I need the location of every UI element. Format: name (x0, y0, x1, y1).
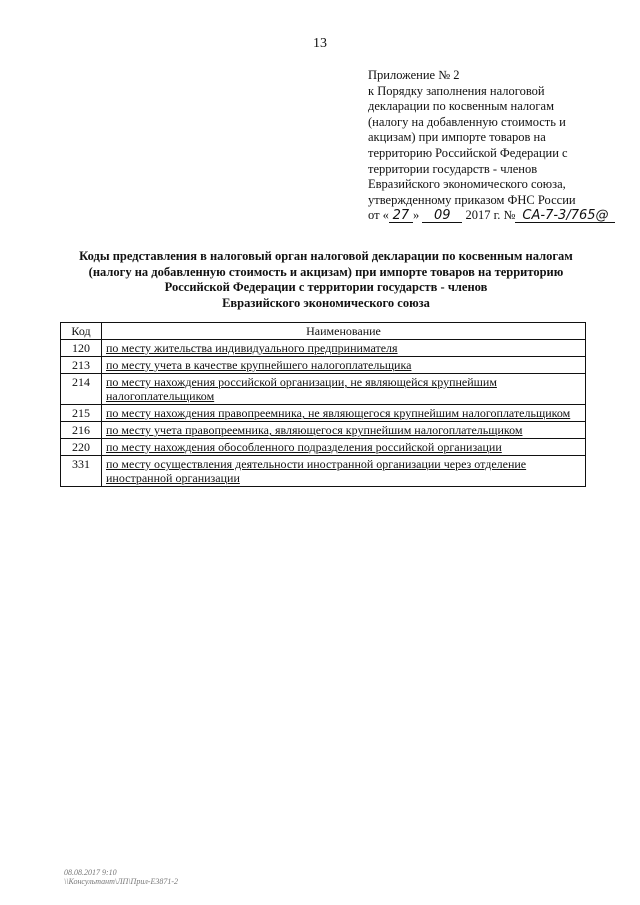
row-name: по месту нахождения российской организации, не являющейся крупнейшим налогоплательщиком (102, 374, 586, 405)
annex-line: Евразийского экономического союза, (368, 177, 566, 192)
annex-line: к Порядку заполнения налоговой (368, 83, 545, 98)
table-row (61, 357, 586, 374)
table-row (61, 374, 586, 405)
page-number: 13 (313, 36, 327, 51)
annex-line: акцизам) при импорте товаров на (368, 130, 546, 145)
date-prefix: от « (368, 208, 389, 223)
row-code: 216 (61, 422, 102, 439)
footer-line: \\Консультант\ЛП\Прил-E3871-2 (64, 877, 179, 886)
row-name: по месту нахождения правопреемника, не являющегося крупнейшим налогоплательщиком (102, 405, 586, 422)
row-name: по месту жительства индивидуального предпринимателя (102, 340, 586, 357)
title-line: Российской Федерации с территории государств - членов (164, 280, 488, 294)
table-header-row (61, 323, 586, 340)
title-line: Коды представления в налоговый орган налоговой декларации по косвенным налогам (79, 249, 573, 263)
row-code: 214 (61, 374, 102, 405)
annex-line: территорию Российской Федерации с (368, 145, 568, 160)
codes-table (60, 322, 586, 487)
date-year: 2017 г. № (465, 208, 516, 223)
row-name: по месту учета в качестве крупнейшего налогоплательщика (102, 357, 586, 374)
header-code: Код (61, 323, 102, 340)
document-title (40, 249, 612, 311)
table-row (61, 340, 586, 357)
table-row (61, 439, 586, 456)
annex-line: декларации по косвенным налогам (368, 99, 554, 114)
footer-stamp (64, 868, 178, 886)
row-name: по месту учета правопреемника, являющегося крупнейшим налогоплательщиком (102, 422, 586, 439)
table-row (61, 405, 586, 422)
date-month: 09 (422, 209, 462, 223)
annex-line: Приложение № 2 (368, 68, 460, 82)
order-number: СА-7-3/765@ (515, 209, 615, 223)
header-name: Наименование (102, 323, 586, 340)
row-code: 331 (61, 456, 102, 487)
date-day: 27 (389, 209, 413, 223)
row-name: по месту осуществления деятельности иностранной организации через отделение иностранной организации (102, 456, 586, 487)
annex-block (368, 68, 618, 224)
row-name: по месту нахождения обособленного подразделения российской организации (102, 439, 586, 456)
annex-line: территории государств - членов (368, 161, 538, 176)
date-close: » (412, 208, 420, 223)
row-code: 120 (61, 340, 102, 357)
footer-line: 08.08.2017 9:10 (64, 868, 117, 877)
title-line: Евразийского экономического союза (222, 295, 430, 310)
annex-line: утвержденному приказом ФНС России (368, 192, 576, 207)
row-code: 215 (61, 405, 102, 422)
table-row (61, 422, 586, 439)
title-line: (налогу на добавленную стоимость и акцизам) при импорте товаров на территорию (88, 264, 564, 279)
annex-line: (налогу на добавленную стоимость и (368, 114, 566, 129)
table-row (61, 456, 586, 487)
annex-date-line (368, 208, 618, 224)
row-code: 213 (61, 357, 102, 374)
row-code: 220 (61, 439, 102, 456)
